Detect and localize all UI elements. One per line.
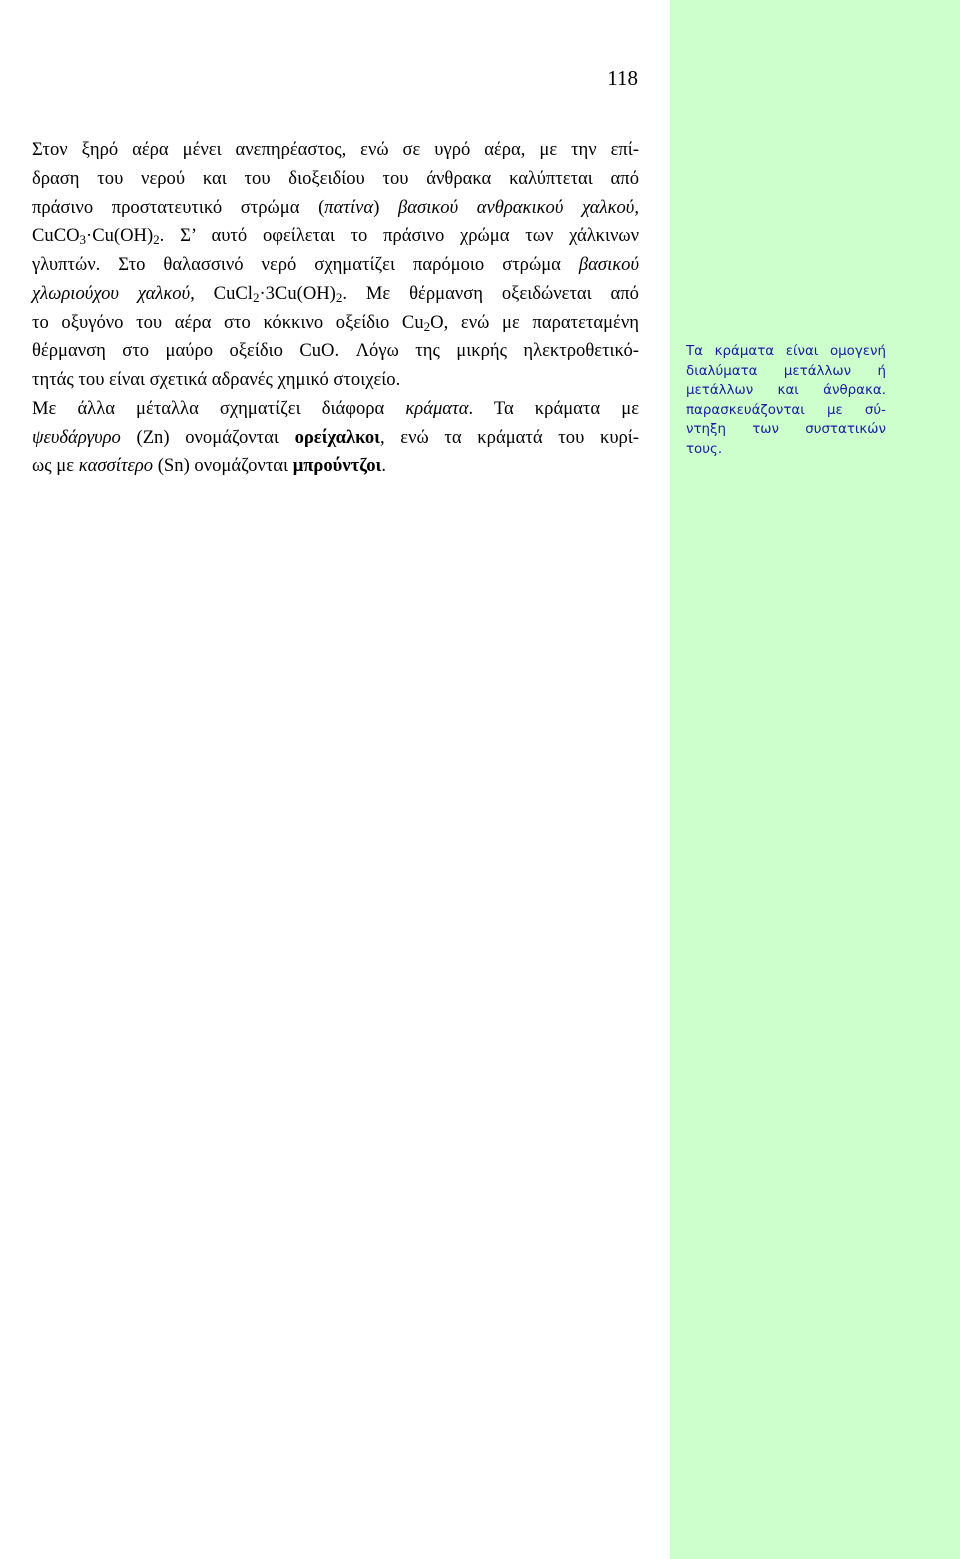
term-brass: ορείχαλκοι bbox=[294, 426, 380, 448]
term-tin: κασσίτερο bbox=[78, 455, 154, 477]
text-line: $CuCO_3\cdot Cu(OH)_2$. Σ’ αυτό οφείλεται το πράσινο χρώμα των χάλκινων bbox=[32, 225, 639, 248]
main-text-body bbox=[32, 136, 639, 481]
margin-note bbox=[686, 342, 886, 460]
note-line: τους. bbox=[686, 441, 723, 457]
text-line: χλωριούχου χαλκού, $CuCl_2\cdot 3Cu(OH)_2$. Με θέρμανση οξειδώνεται από bbox=[32, 282, 639, 305]
term-patina: πατίνα bbox=[324, 196, 374, 218]
text-line: τητάς του είναι σχετικά αδρανές χημικό στοιχείο. bbox=[32, 369, 401, 390]
term-zinc: ψευδάργυρο bbox=[32, 426, 121, 448]
term-alloys: κράματα bbox=[405, 397, 469, 419]
text-line: δραση του νερού και του διοξειδίου του άνθρακα καλύπτεται από bbox=[32, 167, 639, 189]
page-number: 118 bbox=[607, 66, 638, 90]
note-line: μετάλλων και άνθρακα. bbox=[686, 383, 886, 399]
text-line: θέρμανση στο μαύρο οξείδιο CuO. Λόγω της μικρής ηλεκτροθετικό- bbox=[32, 340, 639, 362]
text-line: πράσινο προστατευτικό στρώμα (πατίνα) βασικού ανθρακικού χαλκού, bbox=[32, 196, 640, 218]
text-line: Με άλλα μέταλλα σχηματίζει διάφορα κράματα. Τα κράματα με bbox=[32, 397, 639, 419]
note-line: παρασκευάζονται με σύ- bbox=[686, 402, 886, 418]
text-line: ως με κασσίτερο (Sn) ονομάζονται μπρούντζοι. bbox=[32, 455, 386, 477]
text-line: το οξυγόνο του αέρα στο κόκκινο οξείδιο $Cu_2O$, ενώ με παρατεταμένη bbox=[32, 311, 639, 334]
note-line: Τα κράματα είναι ομογενή bbox=[686, 344, 886, 359]
text-line: Στον ξηρό αέρα μένει ανεπηρέαστος, ενώ σε υγρό αέρα, με την επί- bbox=[32, 139, 639, 160]
term-basic: βασικού bbox=[578, 254, 639, 275]
text-line: ψευδάργυρο (Zn) ονομάζονται ορείχαλκοι, ενώ τα κράματά του κυρί- bbox=[32, 426, 639, 448]
note-line: διαλύματα μετάλλων ή bbox=[686, 363, 886, 379]
term-basic-carbonate: βασικού ανθρακικού χαλκού bbox=[398, 196, 635, 218]
margin-sidebar bbox=[670, 0, 960, 1559]
term-bronze: μπρούντζοι bbox=[292, 455, 382, 477]
note-line: ντηξη των συστατικών bbox=[686, 422, 886, 438]
term-chloride: χλωριούχου χαλκού bbox=[32, 282, 191, 304]
text-line: γλυπτών. Στο θαλασσινό νερό σχηματίζει παρόμοιο στρώμα βασικού bbox=[32, 254, 639, 275]
